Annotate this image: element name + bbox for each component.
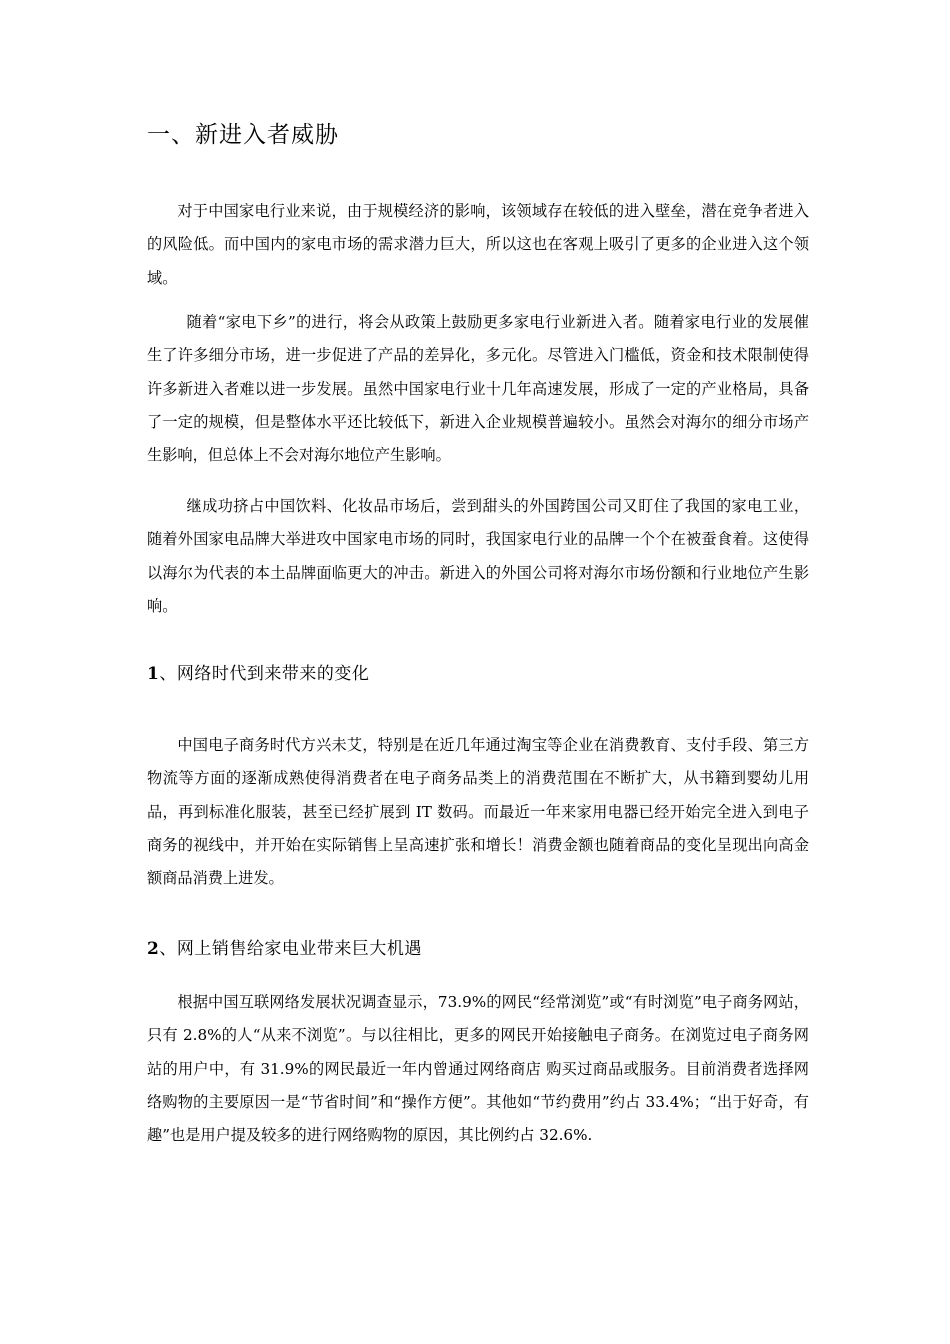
section-paragraph-2: 根据中国互联网络发展状况调查显示，73.9%的网民“经常浏览”或“有时浏览”电子商务网站，只有 2.8%的人“从来不浏览”。与以往相比，更多的网民开始接触电子商务。在浏览过电子商务网站的用户中，有 31.9%的网民最近一年内曾通过网络商店 购买过商品或服务。目前消费者选择网络购物的主要原因一是“节省时间”和“操作方便”。其他如“节约费用”约占 33.4%；“出于好奇，有趣”也是用户提及较多的进行网络购物的原因，其比例约占 32.6%. — [147, 993, 809, 1145]
section-number-1: 1 — [147, 664, 160, 684]
intro-paragraph-3: 继成功挤占中国饮料、化妆品市场后，尝到甜头的外国跨国公司又盯住了我国的家电工业，随着外国家电品牌大举进攻中国家电市场的同时，我国家电行业的品牌一个个在被蚕食着。这使得以海尔为代表的本土品牌面临更大的冲击。新进入的外国公司将对海尔市场份额和行业地位产生影响。 — [147, 497, 809, 615]
intro-paragraph-1: 对于中国家电行业来说，由于规模经济的影响，该领域存在较低的进入壁垒，潜在竞争者进入的风险低。而中国内的家电市场的需求潜力巨大，所以这也在客观上吸引了更多的企业进入这个领域。 — [147, 202, 809, 287]
page-title: 一、新进入者威胁 — [147, 122, 339, 148]
section-heading-1 — [147, 660, 369, 688]
section-heading-text-1: 、网络时代到来带来的变化 — [159, 664, 370, 684]
section-number-2: 2 — [147, 939, 160, 959]
section-heading-2 — [147, 935, 422, 963]
section-heading-text-2: 、网上销售给家电业带来巨大机遇 — [159, 939, 422, 959]
intro-paragraph-2: 随着“家电下乡”的进行，将会从政策上鼓励更多家电行业新进入者。随着家电行业的发展催生了许多细分市场，进一步促进了产品的差异化，多元化。尽管进入门槛低，资金和技术限制使得许多新进入者难以进一步发展。虽然中国家电行业十几年高速发展，形成了一定的产业格局，具备了一定的规模，但是整体水平还比较低下，新进入企业规模普遍较小。虽然会对海尔的细分市场产生影响，但总体上不会对海尔地位产生影响。 — [147, 313, 809, 465]
section-paragraph-1: 中国电子商务时代方兴未艾，特别是在近几年通过淘宝等企业在消费教育、支付手段、第三方物流等方面的逐渐成熟使得消费者在电子商务品类上的消费范围在不断扩大，从书籍到婴幼儿用品，再到标准化服装，甚至已经扩展到 IT 数码。而最近一年来家用电器已经开始完全进入到电子商务的视线中，并开始在实际销售上呈高速扩张和增长！消费金额也随着商品的变化呈现出向高金额商品消费上进发。 — [147, 736, 809, 888]
